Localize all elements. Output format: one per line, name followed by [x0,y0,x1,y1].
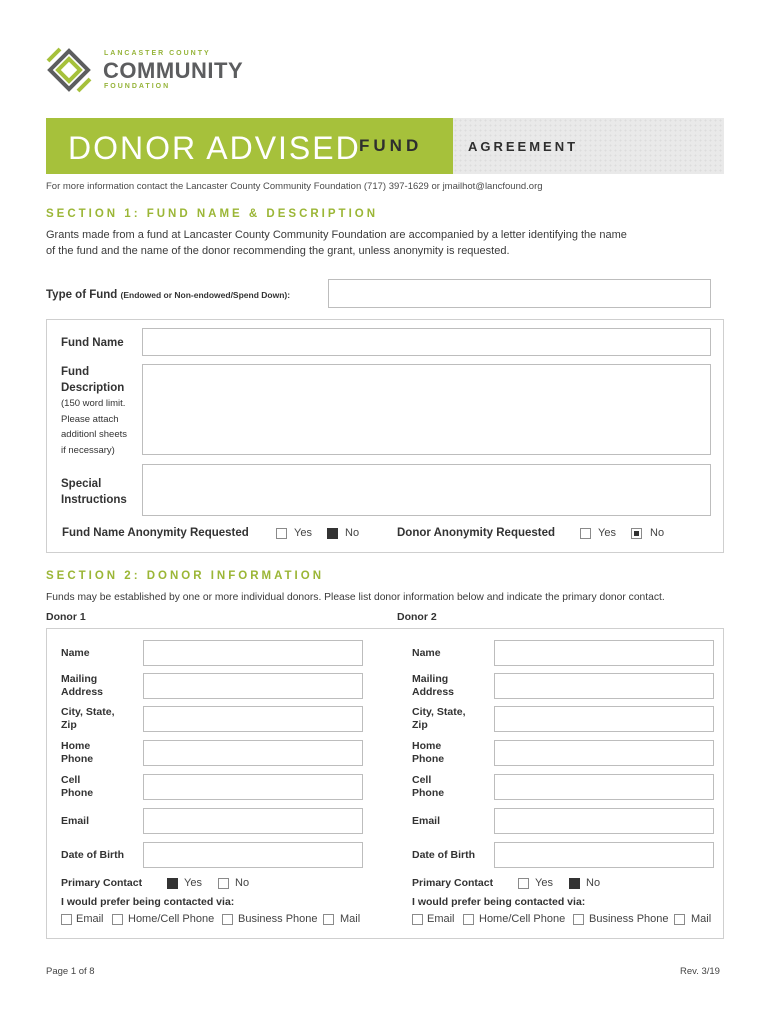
fund-name-label: Fund Name [61,337,124,349]
donor-1-cell-phone-label: Cell Phone [61,774,94,799]
donor-1-primary-yes-label: Yes [184,877,202,889]
donor-anonymity-label: Donor Anonymity Requested [397,527,556,539]
donor-2-mailing-input[interactable] [494,673,714,699]
revision-label: Rev. 3/19 [680,966,720,977]
page-number: Page 1 of 8 [46,966,95,977]
title-banner [46,118,724,174]
type-of-fund-label: Type of Fund (Endowed or Non-endowed/Spend Down): [46,289,291,301]
donor-1-mailing-input[interactable] [143,673,363,699]
donor-1-home-phone-label: Home Phone [61,740,94,765]
fund-anonymity-label: Fund Name Anonymity Requested [62,527,249,539]
donor-2-primary-no-label: No [586,877,601,889]
donor-2-city-label: City, State, Zip [412,706,466,731]
foundation-logo [46,47,246,95]
section-2-title: SECTION 2: DONOR INFORMATION [46,570,325,582]
logo-top-text: LANCASTER COUNTY [104,50,211,57]
fund-name-input[interactable] [142,328,711,356]
fund-anonymity-yes-checkbox[interactable] [276,528,287,539]
banner-title: DONOR ADVISED [68,130,361,166]
fund-anonymity-yes-label: Yes [294,527,312,539]
donor-1-city-label: City, State, Zip [61,706,115,731]
donor-2-primary-yes-checkbox[interactable] [518,878,529,889]
donor-2-prefer-home-checkbox[interactable] [463,914,474,925]
donor-2-prefer-label: I would prefer being contacted via: [412,896,586,908]
donor-1-prefer-mail-label: Mail [340,913,361,925]
donor-anonymity-no-checkbox[interactable] [631,528,642,539]
donor-1-city-input[interactable] [143,706,363,732]
donor-1-mailing-label: Mailing Address [61,673,104,698]
donor-2-prefer-mail-label: Mail [691,913,712,925]
donor-2-home-phone-input[interactable] [494,740,714,766]
donor-2-primary-yes-label: Yes [535,877,553,889]
banner-title-agreement: AGREEMENT [468,139,579,154]
donor-1-dob-label: Date of Birth [61,849,124,861]
donor-anonymity-no-label: No [650,527,665,539]
donor-2-prefer-email-checkbox[interactable] [412,914,423,925]
donor-1-name-input[interactable] [143,640,363,666]
donor-1-prefer-home-label: Home/Cell Phone [128,913,215,925]
donor-1-prefer-email-label: Email [76,913,104,925]
donor-2-mailing-label: Mailing Address [412,673,455,698]
donor-2-cell-phone-input[interactable] [494,774,714,800]
section-1-title: SECTION 1: FUND NAME & DESCRIPTION [46,208,379,220]
logo-main-text: COMMUNITY [103,58,244,83]
donor-1-prefer-home-checkbox[interactable] [112,914,123,925]
donor-1-prefer-business-label: Business Phone [238,913,318,925]
donor-anonymity-yes-checkbox[interactable] [580,528,591,539]
donor-2-cell-phone-label: Cell Phone [412,774,445,799]
donor-2-prefer-mail-checkbox[interactable] [674,914,685,925]
donor-2-heading: Donor 2 [397,611,437,623]
fund-anonymity-no-checkbox[interactable] [327,528,338,539]
donor-2-dob-label: Date of Birth [412,849,475,861]
fund-anonymity-no-label: No [345,527,360,539]
donor-1-primary-no-label: No [235,877,250,889]
type-of-fund-input[interactable] [328,279,711,308]
donor-anonymity-yes-label: Yes [598,527,616,539]
donor-2-name-input[interactable] [494,640,714,666]
donor-2-city-input[interactable] [494,706,714,732]
logo-bottom-text: FOUNDATION [104,83,171,90]
donor-1-primary-yes-checkbox[interactable] [167,878,178,889]
donor-2-prefer-business-label: Business Phone [589,913,669,925]
fund-description-label: Fund Description [61,366,125,394]
donor-1-prefer-mail-checkbox[interactable] [323,914,334,925]
type-of-fund-hint: (Endowed or Non-endowed/Spend Down): [120,290,291,300]
donor-1-email-label: Email [61,815,90,827]
fund-description-textarea[interactable] [142,364,711,455]
contact-line: For more information contact the Lancaster County Community Foundation (717) 397-1629 or jmailhot@lancfound.org [46,181,543,192]
donor-1-name-label: Name [61,647,90,659]
donor-1-heading: Donor 1 [46,611,86,623]
donor-2-email-label: Email [412,815,441,827]
donor-1-cell-phone-input[interactable] [143,774,363,800]
donor-2-primary-no-checkbox[interactable] [569,878,580,889]
donor-1-primary-label: Primary Contact [61,877,143,889]
donor-2-primary-label: Primary Contact [412,877,494,889]
donor-2-home-phone-label: Home Phone [412,740,445,765]
donor-2-name-label: Name [412,647,441,659]
special-instructions-textarea[interactable] [142,464,711,516]
donor-1-email-input[interactable] [143,808,363,834]
donor-2-prefer-business-checkbox[interactable] [573,914,584,925]
donor-1-primary-no-checkbox[interactable] [218,878,229,889]
donor-2-email-input[interactable] [494,808,714,834]
donor-2-prefer-home-label: Home/Cell Phone [479,913,566,925]
donor-1-prefer-business-checkbox[interactable] [222,914,233,925]
section-1-paragraph-line-1: Grants made from a fund at Lancaster County Community Foundation are accompanied by a letter identifying the name [46,229,627,241]
donor-1-prefer-label: I would prefer being contacted via: [61,896,235,908]
donor-2-dob-input[interactable] [494,842,714,868]
section-2-paragraph: Funds may be established by one or more individual donors. Please list donor information below and indicate the primary donor contact. [46,592,665,603]
knot-logo-icon [46,47,92,93]
banner-title-fund: FUND [359,136,423,155]
section-1-paragraph-line-2: of the fund and the name of the donor recommending the grant, unless anonymity is requested. [46,245,510,257]
donor-2-prefer-email-label: Email [427,913,455,925]
donor-1-prefer-email-checkbox[interactable] [61,914,72,925]
special-instructions-label: Special Instructions [61,478,127,506]
donor-1-home-phone-input[interactable] [143,740,363,766]
donor-1-dob-input[interactable] [143,842,363,868]
fund-description-note: (150 word limit. Please attach additionl sheets if necessary) [61,398,128,456]
